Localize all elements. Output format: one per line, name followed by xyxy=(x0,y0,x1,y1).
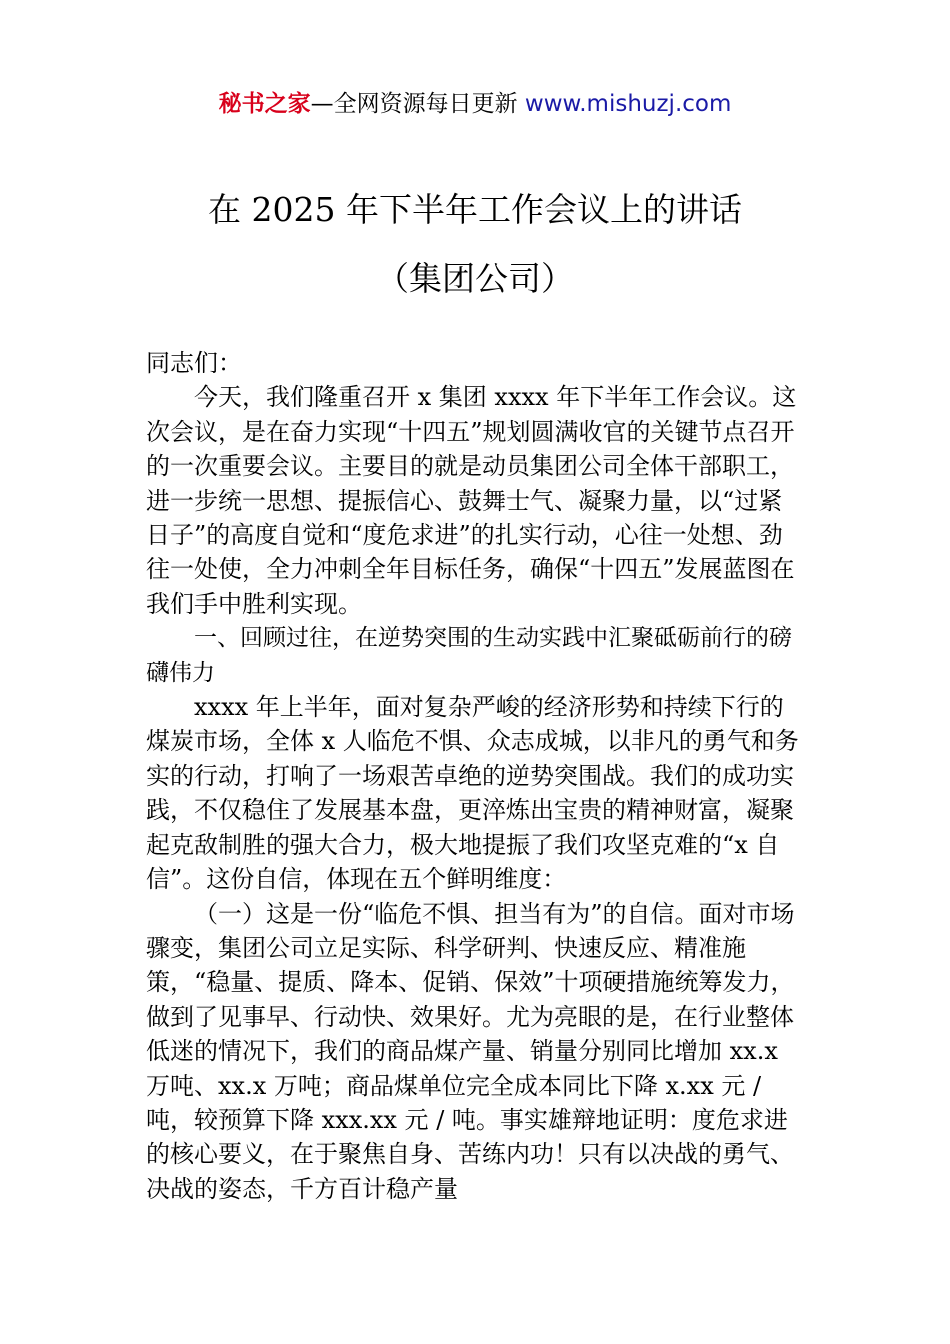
paragraph-intro: 今天，我们隆重召开 x 集团 xxxx 年下半年工作会议。这次会议，是在奋力实现“十四五”规划圆满收官的关键节点召开的一次重要会议。主要目的就是动员集团公司全体干部职工，进一步统一思想、提振信心、鼓舞士气、凝聚力量，以“过紧日子”的高度自觉和“度危求进”的扎实行动，心往一处想、劲往一处使，全力冲刺全年目标任务，确保“十四五”发展蓝图在我们手中胜利实现。 xyxy=(146,383,797,618)
header-tagline: —全网资源每日更新 xyxy=(310,91,525,117)
brand-name: 秘书之家 xyxy=(218,91,311,117)
paragraph-point-1: （一）这是一份“临危不惧、担当有为”的自信。面对市场骤变，集团公司立足实际、科学研判、快速反应、精准施策，“稳量、提质、降本、促销、保效”十项硬措施统筹发力，做到了见事早、行动快、效果好。尤为亮眼的是，在行业整体低迷的情况下，我们的商品煤产量、销量分别同比增加 xx.x 万吨、xx.x 万吨；商品煤单位完全成本同比下降 x.xx 元 / 吨，较预算下降 xxx.xx 元 / 吨。事实雄辩地证明：度危求进的核心要义，在于聚焦自身、苦练内功！只有以决战的勇气、决战的姿态，千方百计稳产量 xyxy=(146,899,795,1203)
document-subtitle: （集团公司） xyxy=(376,259,574,298)
site-url-link[interactable]: www.mishuzj.com xyxy=(524,91,732,117)
salutation: 同志们： xyxy=(146,349,242,377)
paragraph-review: xxxx 年上半年，面对复杂严峻的经济形势和持续下行的煤炭市场，全体 x 人临危不惧、众志成城，以非凡的勇气和务实的行动，打响了一场艰苦卓绝的逆势突围战。我们的成功实践，不仅稳住了发展基本盘，更淬炼出宝贵的精神财富，凝聚起克敌制胜的强大合力，极大地提振了我们攻坚克难的“x 自信”。这份自信，体现在五个鲜明维度： xyxy=(146,693,799,894)
section-heading-1: 一、回顾过往，在逆势突围的生动实践中汇聚砥砺前行的磅礴伟力 xyxy=(146,625,792,686)
document-body xyxy=(146,346,806,1206)
site-header-banner xyxy=(0,88,950,120)
document-title: 在 2025 年下半年工作会议上的讲话 xyxy=(208,190,742,229)
